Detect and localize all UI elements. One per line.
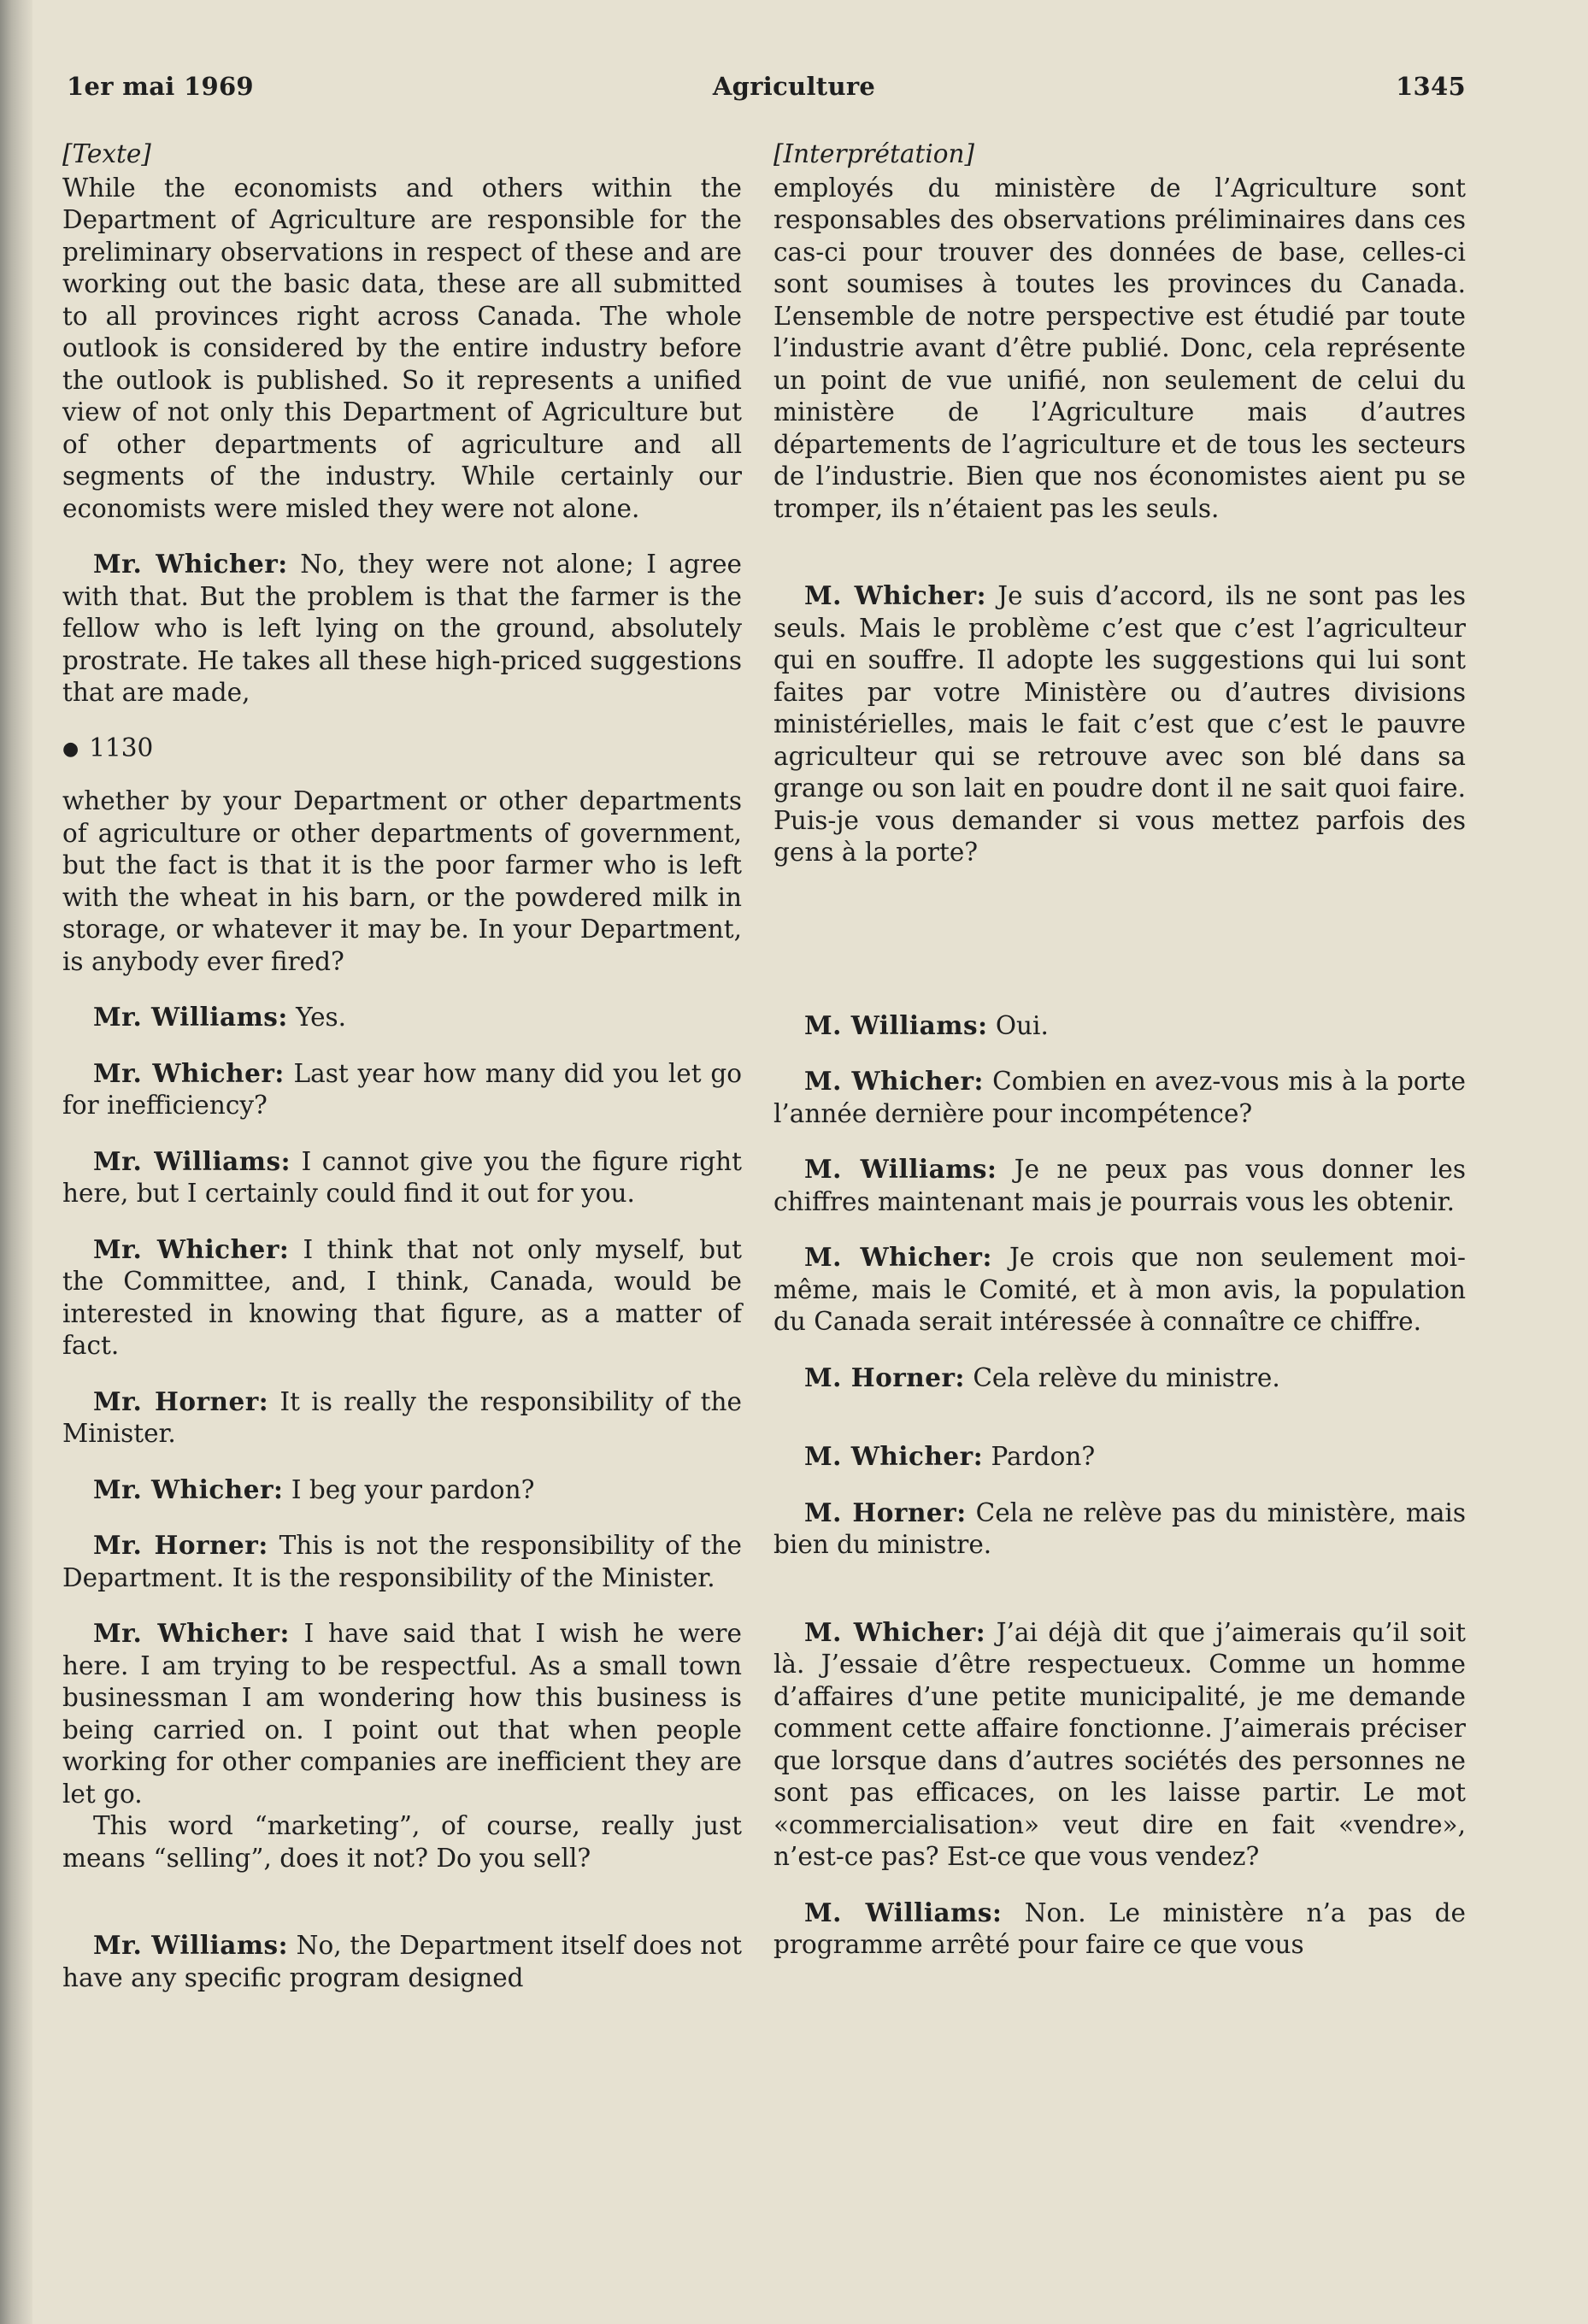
speaker-name: M. Whicher:	[804, 1616, 986, 1647]
left-speech-5	[62, 1233, 742, 1362]
speaker-name: Mr. Whicher:	[93, 1474, 284, 1504]
right-paragraph-1: employés du ministère de l’Agriculture sont responsables des observations préliminaires dans ces cas-ci pour trouver des données de base, celles-ci sont soumises à toutes les provinces du Canada. L’ensemble de notre perspective est étudié par toute l’industrie avant d’être publié. Donc, cela représente un point de vue unifié, non seulement de celui du ministère de l’Agriculture mais d’autres départements de l’agriculture et de tous les secteurs de l’industrie. Bien que nos économistes aient pu se tromper, ils n’étaient pas les seuls.	[773, 173, 1466, 523]
bullet-icon: ●	[62, 738, 79, 760]
speaker-name: M. Whicher:	[804, 1066, 984, 1096]
speech-text: J’ai déjà dit que j’aimerais qu’il soit là. J’essaie d’être respectueux. Comme un homme d’affaires d’une petite municipalité, je me demande comment cette affaire fonctionne. J’aimerais préciser que lorsque dans d’autres sociétés des personnes ne sont pas efficaces, on les laisse partir. Le mot «commercialisation» veut dire en fait «vendre», n’est-ce pas? Est-ce que vous vendez?	[773, 1617, 1466, 1871]
speaker-name: M. Williams:	[804, 1009, 988, 1040]
left-speech-4	[62, 1145, 742, 1210]
right-speech-1	[773, 580, 1466, 869]
time-marker	[62, 733, 742, 766]
speech-text: No, the Department itself does not have any specific program designed	[62, 1931, 742, 1992]
left-paragraph-2: whether by your Department or other departments of agriculture or other departments of government, but the fact is that it is the poor farmer who is left with the wheat in his barn, or the powdered milk in storage, or whatever it may be. In your Department, is anybody ever fired?	[62, 786, 742, 976]
speaker-name: Mr. Whicher:	[93, 1057, 285, 1088]
speech-text: Non. Le ministère n’a pas de programme arrêté pour faire ce que vous	[773, 1897, 1466, 1959]
speech-text: It is really the responsibility of the Minister.	[62, 1386, 742, 1449]
speaker-name: M. Horner:	[804, 1362, 965, 1392]
speech-text: I have said that I wish he were here. I am trying to be respectful. As a small town businessman I am wondering how this business is being carried on. I point out that when people working for other companies are inefficient they are let go.	[62, 1619, 742, 1809]
header-title: Agriculture	[712, 72, 876, 101]
left-speech-10	[62, 1929, 742, 1994]
speaker-name: M. Whicher:	[804, 580, 986, 610]
left-speech-2	[62, 1001, 742, 1034]
speaker-name: M. Williams:	[804, 1897, 1003, 1927]
speech-text: Je ne peux pas vous donner les chiffres maintenant mais je pourrais vous les obtenir.	[773, 1155, 1466, 1216]
header-date: 1er mai 1969	[67, 72, 254, 101]
right-speech-10	[773, 1897, 1466, 1962]
speech-text: No, they were not alone; I agree with that. But the problem is that the farmer is the fellow who is left lying on the ground, absolutely prostrate. He takes all these high-priced suggestions that are made,	[62, 550, 742, 707]
right-column-french	[773, 138, 1466, 1962]
right-speech-2	[773, 1009, 1466, 1043]
left-speech-3	[62, 1057, 742, 1122]
left-speech-7	[62, 1474, 742, 1507]
speaker-name: M. Whicher:	[804, 1441, 984, 1471]
speaker-name: Mr. Williams:	[93, 1002, 288, 1033]
left-paragraph-1: While the economists and others within the Department of Agriculture are responsible for the preliminary observations in respect of these and are working out the basic data, these are all submitted to all provinces right across Canada. The whole outlook is considered by the entire industry before the outlook is published. So it represents a unified view of not only this Department of Agriculture but of other departments of agriculture and all segments of the industry. While certainly our economists were misled they were not alone.	[62, 173, 742, 523]
left-speech-9	[62, 1617, 742, 1810]
speaker-name: Mr. Whicher:	[93, 549, 288, 579]
speaker-name: Mr. Whicher:	[93, 1233, 290, 1264]
speech-text: Combien en avez-vous mis à la porte l’année dernière pour incompétence?	[773, 1067, 1466, 1128]
speech-text: Oui.	[987, 1010, 1049, 1040]
speaker-name: M. Whicher:	[804, 1242, 992, 1272]
speech-text: I cannot give you the figure right here, but I certainly could find it out for you.	[62, 1146, 742, 1209]
speech-text: Je suis d’accord, ils ne sont pas les seuls. Mais le problème c’est que c’est l’agriculteur qui en souffre. Il adopte les suggestions qui lui sont faites par votre Ministère ou d’autres divisions ministérielles, mais le fait c’est que c’est le pauvre agriculteur qui se retrouve avec son blé dans sa grange ou son lait en poudre dont il ne sait quoi faire. Puis-je vous demander si vous mettez parfois des gens à la porte?	[773, 581, 1466, 867]
speaker-name: Mr. Horner:	[93, 1530, 268, 1561]
speaker-name: Mr. Whicher:	[93, 1618, 290, 1649]
speech-text: Pardon?	[983, 1442, 1096, 1471]
speech-text: I beg your pardon?	[283, 1474, 535, 1504]
time-marker-label: 1130	[89, 733, 154, 762]
speech-text: Cela ne relève pas du ministère, mais bien du ministre.	[773, 1497, 1466, 1559]
left-column-english	[62, 138, 742, 1994]
speech-text: This is not the responsibility of the Department. It is the responsibility of the Minister.	[62, 1531, 742, 1592]
speech-text: Last year how many did you let go for inefficiency?	[62, 1058, 742, 1121]
left-speech-6	[62, 1386, 742, 1450]
speech-text: Yes.	[287, 1003, 347, 1033]
speech-text: I think that not only myself, but the Committee, and, I think, Canada, would be interested in knowing that figure, as a matter of fact.	[62, 1234, 742, 1361]
header-page-number: 1345	[1396, 72, 1466, 101]
speaker-name: M. Williams:	[804, 1154, 997, 1184]
left-speech-8	[62, 1529, 742, 1594]
right-column-label: [Interprétation]	[773, 139, 975, 168]
speech-text: Je crois que non seulement moi-même, mais le Comité, et à mon avis, la population du Canada serait intéressée à connaître ce chiffre.	[773, 1243, 1467, 1336]
left-column-label: [Texte]	[62, 139, 151, 168]
left-speech-1	[62, 548, 742, 709]
right-speech-7	[773, 1440, 1466, 1474]
right-speech-3	[773, 1065, 1466, 1130]
right-speech-5	[773, 1241, 1466, 1339]
right-speech-6	[773, 1362, 1466, 1395]
right-speech-8	[773, 1497, 1466, 1562]
right-speech-9	[773, 1616, 1466, 1874]
left-speech-9-continued: This word “marketing”, of course, really just means “selling”, does it not? Do you sell?	[62, 1811, 742, 1873]
speaker-name: Mr. Williams:	[93, 1930, 289, 1961]
right-speech-4	[773, 1153, 1466, 1218]
speech-text: Cela relève du ministre.	[964, 1362, 1280, 1392]
speaker-name: Mr. Williams:	[93, 1145, 291, 1176]
speaker-name: Mr. Horner:	[93, 1386, 269, 1416]
speaker-name: M. Horner:	[804, 1497, 967, 1527]
